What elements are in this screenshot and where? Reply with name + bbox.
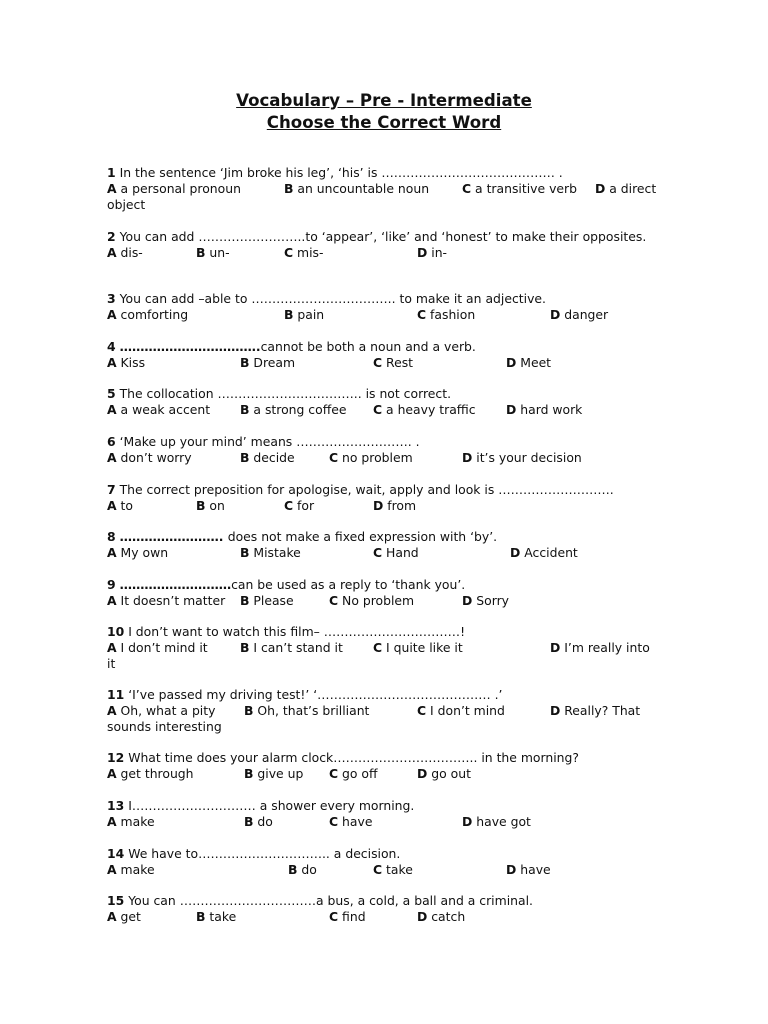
option-letter: A [107,245,117,260]
option-letter: D [595,181,606,196]
option-text: a transitive verb [475,181,577,196]
option-d [595,181,656,197]
question-text [107,624,667,640]
option-text: no problem [342,450,413,465]
option-c [373,862,413,878]
option-a [107,245,143,261]
question-3 [107,291,667,323]
option-a [107,593,225,609]
question-number: 1 [107,165,116,180]
option-text: Hand [386,545,419,560]
option-text-continued: it [107,656,116,671]
option-text: dis- [120,245,143,260]
option-letter: D [462,814,473,829]
option-text: don’t worry [120,450,192,465]
question-text [107,165,667,181]
option-d [510,545,578,561]
option-letter: A [107,181,117,196]
question-prompt: I don’t want to watch this film– ……………………………! [128,624,466,639]
answer-blank: ……………………. [119,529,228,544]
option-c [329,766,378,782]
option-letter: A [107,909,117,924]
option-c [417,703,505,719]
question-number: 2 [107,229,116,244]
question-number: 7 [107,482,116,497]
option-text: No problem [342,593,415,608]
option-text: Rest [386,355,414,370]
option-text: go off [342,766,378,781]
question-prompt: I………………………… a shower every morning. [128,798,415,813]
option-c [373,402,476,418]
option-a [107,814,155,830]
option-a [107,862,155,878]
question-prompt: The correct preposition for apologise, wait, apply and look is ………………………. [119,482,614,497]
option-a [107,545,168,561]
option-text: Mistake [253,545,301,560]
option-b [244,766,303,782]
option-text: give up [257,766,304,781]
option-letter: B [240,593,250,608]
option-letter: D [462,593,473,608]
option-d [550,307,608,323]
option-text: My own [120,545,169,560]
option-text: an uncountable noun [297,181,430,196]
option-letter: B [240,450,250,465]
option-a [107,909,141,925]
question-text [107,339,667,355]
option-text: Please [253,593,294,608]
option-text: fashion [430,307,476,322]
question-text [107,687,667,703]
question-4 [107,339,667,371]
option-text: do [301,862,317,877]
option-b [196,909,236,925]
option-text: Dream [253,355,296,370]
question-text [107,529,667,545]
question-number: 11 [107,687,125,702]
question-text [107,291,667,307]
option-b [284,307,324,323]
option-c [373,640,463,656]
option-d [506,402,582,418]
option-a [107,640,208,656]
option-letter: B [284,181,294,196]
option-letter: C [284,498,294,513]
option-letter: A [107,766,117,781]
question-9 [107,577,667,609]
option-letter: A [107,640,117,655]
option-text: hard work [520,402,583,417]
option-text: danger [564,307,609,322]
question-6 [107,434,667,466]
option-c [417,307,475,323]
option-letter: A [107,355,117,370]
question-text [107,798,667,814]
question-prompt: The collocation …………………………….. is not correct. [119,386,452,401]
question-prompt: ‘I’ve passed my driving test!’ ‘…………………………………… .’ [128,687,503,702]
option-text: a heavy traffic [386,402,476,417]
option-letter: D [417,909,428,924]
worksheet-subtitle: Choose the Correct Word [266,113,502,132]
question-14 [107,846,667,878]
option-letter: B [196,498,206,513]
option-d [550,703,640,719]
option-letter: D [550,640,561,655]
option-letter: C [373,402,383,417]
question-number: 10 [107,624,125,639]
option-text: I’m really into [564,640,650,655]
option-d [417,766,471,782]
question-prompt: What time does your alarm clock…………………………….. in the morning? [128,750,579,765]
option-letter: A [107,545,117,560]
option-d [373,498,416,514]
option-letter: C [329,814,339,829]
option-text: get through [120,766,194,781]
option-letter: D [550,703,561,718]
option-text: pain [297,307,325,322]
option-text: make [120,862,155,877]
question-1 [107,165,667,213]
option-letter: B [240,355,250,370]
option-letter: B [196,909,206,924]
option-text: un- [209,245,230,260]
option-d [417,245,447,261]
question-text [107,229,667,245]
option-c [329,593,414,609]
option-letter: A [107,814,117,829]
option-text: take [209,909,237,924]
option-text: for [297,498,315,513]
option-letter: D [373,498,384,513]
option-text: Oh, that’s brilliant [257,703,370,718]
option-text: have [342,814,373,829]
option-a [107,355,145,371]
option-a [107,498,133,514]
question-7 [107,482,667,514]
option-text: in- [431,245,448,260]
option-text: a weak accent [120,402,211,417]
option-letter: D [506,355,517,370]
question-5 [107,386,667,418]
option-letter: B [244,766,254,781]
option-letter: C [417,307,427,322]
option-d [462,593,509,609]
option-letter: D [550,307,561,322]
question-number: 14 [107,846,125,861]
option-text: I don’t mind it [120,640,208,655]
option-letter: C [284,245,294,260]
option-letter: C [329,766,339,781]
option-b [244,814,273,830]
option-letter: C [329,450,339,465]
option-text: Kiss [120,355,146,370]
question-number: 4 [107,339,116,354]
question-text [107,893,667,909]
option-letter: D [510,545,521,560]
question-13 [107,798,667,830]
option-letter: C [329,593,339,608]
option-b [240,593,294,609]
option-d [417,909,465,925]
question-11 [107,687,667,735]
question-10 [107,624,667,672]
option-letter: B [284,307,294,322]
option-letter: C [373,640,383,655]
question-prompt: You can ……………………………a bus, a cold, a ball and a criminal. [128,893,533,908]
option-text: mis- [297,245,324,260]
option-text: It doesn’t matter [120,593,226,608]
answer-options [107,498,667,514]
question-text [107,482,667,498]
option-text: have got [476,814,531,829]
option-text: I don’t mind [430,703,505,718]
option-text-continued: sounds interesting [107,719,222,734]
option-text: it’s your decision [476,450,582,465]
option-text: Oh, what a pity [120,703,216,718]
answer-options [107,402,667,418]
option-text: on [209,498,225,513]
option-text: a strong coffee [253,402,347,417]
option-text: decide [253,450,295,465]
question-text [107,386,667,402]
option-b [288,862,317,878]
question-number: 13 [107,798,125,813]
option-c [462,181,577,197]
option-a [107,307,188,323]
question-number: 3 [107,291,116,306]
answer-options [107,450,667,466]
answer-blank: ……………………… [119,577,232,592]
option-letter: D [506,402,517,417]
option-d [506,355,551,371]
option-text: have [520,862,551,877]
option-b [240,640,343,656]
answer-options [107,640,667,656]
option-c [373,545,419,561]
question-prompt: cannot be both a noun and a verb. [260,339,476,354]
answer-options [107,814,667,830]
question-number: 8 [107,529,116,544]
question-text [107,434,667,450]
answer-options [107,593,667,609]
question-text [107,846,667,862]
option-b [284,181,429,197]
option-a [107,450,192,466]
option-b [196,498,225,514]
option-letter: B [240,545,250,560]
option-b [240,545,301,561]
question-number: 9 [107,577,116,592]
option-letter: C [417,703,427,718]
answer-options [107,862,667,878]
answer-options [107,355,667,371]
option-letter: D [462,450,473,465]
option-text: get [120,909,141,924]
option-c [329,909,366,925]
option-letter: B [240,640,250,655]
option-letter: C [373,862,383,877]
question-text [107,577,667,593]
question-prompt: We have to………………………….. a decision. [128,846,401,861]
option-letter: A [107,450,117,465]
option-letter: A [107,307,117,322]
option-d [462,814,531,830]
option-text: a personal pronoun [120,181,241,196]
option-c [373,355,413,371]
option-d [462,450,582,466]
option-letter: C [373,545,383,560]
question-15 [107,893,667,925]
option-c [329,814,372,830]
option-letter: B [240,402,250,417]
option-text: Accident [524,545,578,560]
option-text-continued: object [107,197,146,212]
option-text: comforting [120,307,189,322]
option-c [284,245,324,261]
question-number: 5 [107,386,116,401]
answer-blank: ……………………………. [119,339,261,354]
option-b [244,703,369,719]
option-text: from [387,498,417,513]
option-b [196,245,230,261]
option-text: to [120,498,133,513]
option-letter: B [244,814,254,829]
option-text: do [257,814,273,829]
option-text: make [120,814,155,829]
option-text: Really? That [564,703,641,718]
answer-options [107,307,667,323]
option-a [107,703,215,719]
option-text: go out [431,766,471,781]
question-prompt: You can add –able to …………………………….. to make it an adjective. [119,291,546,306]
question-prompt: In the sentence ‘Jim broke his leg’, ‘his’ is …………………………………… . [119,165,563,180]
option-letter: D [417,245,428,260]
option-a [107,181,241,197]
answer-options [107,909,667,925]
option-letter: B [288,862,298,877]
option-text: take [386,862,413,877]
question-text [107,750,667,766]
option-letter: B [196,245,206,260]
option-text: catch [431,909,466,924]
option-letter: A [107,402,117,417]
option-a [107,766,194,782]
option-b [240,355,295,371]
question-12 [107,750,667,782]
option-letter: D [417,766,428,781]
answer-options [107,545,667,561]
option-b [240,450,295,466]
option-letter: A [107,498,117,513]
option-text: a direct [609,181,657,196]
option-c [284,498,314,514]
option-text: Meet [520,355,552,370]
option-d [550,640,650,656]
question-number: 6 [107,434,116,449]
option-letter: C [373,355,383,370]
option-text: Sorry [476,593,509,608]
option-a [107,402,210,418]
question-prompt: does not make a fixed expression with ‘by’. [227,529,498,544]
option-letter: C [329,909,339,924]
answer-options [107,703,667,719]
option-b [240,402,347,418]
option-text: I can’t stand it [253,640,343,655]
option-text: find [342,909,366,924]
answer-options [107,245,667,261]
option-letter: D [506,862,517,877]
option-letter: A [107,703,117,718]
answer-options [107,181,667,197]
option-letter: A [107,862,117,877]
question-prompt: You can add ……………………..to ‘appear’, ‘like’ and ‘honest’ to make their opposites. [119,229,647,244]
question-number: 15 [107,893,125,908]
question-prompt: ‘Make up your mind’ means ………………………. . [119,434,420,449]
answer-options [107,766,667,782]
question-number: 12 [107,750,125,765]
question-2 [107,229,667,261]
worksheet-title: Vocabulary – Pre - Intermediate [236,91,532,110]
option-d [506,862,551,878]
option-letter: A [107,593,117,608]
option-c [329,450,413,466]
option-letter: C [462,181,472,196]
question-prompt: can be used as a reply to ‘thank you’. [231,577,466,592]
question-8 [107,529,667,561]
option-letter: B [244,703,254,718]
option-text: I quite like it [386,640,463,655]
